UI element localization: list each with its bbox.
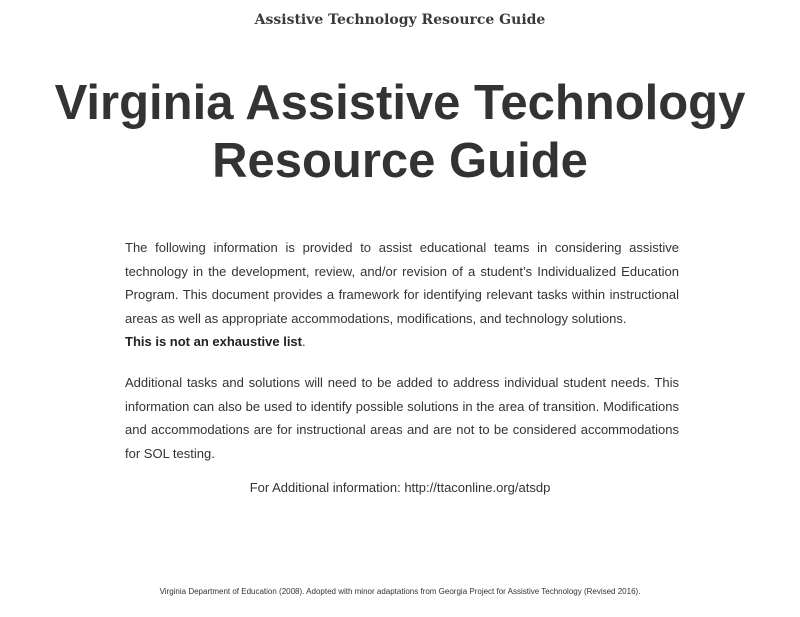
footer-citation: Virginia Department of Education (2008). Adopted with minor adaptations from Georgia Project for Assistive Technology (Revised 2016).: [159, 587, 641, 596]
intro-paragraph-1: [125, 236, 679, 354]
page-title-line-2: Resource Guide: [212, 134, 588, 188]
page-title-line-1: Virginia Assistive Technology: [54, 76, 746, 130]
page-title: [0, 74, 800, 190]
intro-paragraph-2: [125, 371, 679, 465]
additional-info-line: For Additional information: http://ttaconline.org/atsdp: [249, 480, 551, 495]
intro-paragraph-1-end: .: [302, 334, 306, 349]
intro-paragraph-1-last-line: [125, 330, 679, 354]
intro-paragraph-1-text: The following information is provided to assist educational teams in considering assistive technology in the development, review, and/or revision of a student’s Individualized Education Program. This document provides a framework for identifying relevant tasks within instructional areas as well as appropriate accommodations, modifications, and technology solutions.: [125, 240, 679, 326]
running-header: Assistive Technology Resource Guide: [254, 12, 546, 28]
not-exhaustive-note: This is not an exhaustive list: [125, 334, 302, 349]
intro-paragraph-2-text: Additional tasks and solutions will need to be added to address individual student needs. This information can also be used to identify possible solutions in the area of transition. Modifications and accommodations are for instructional areas and are not to be considered accommodations for SOL testing.: [125, 375, 679, 461]
